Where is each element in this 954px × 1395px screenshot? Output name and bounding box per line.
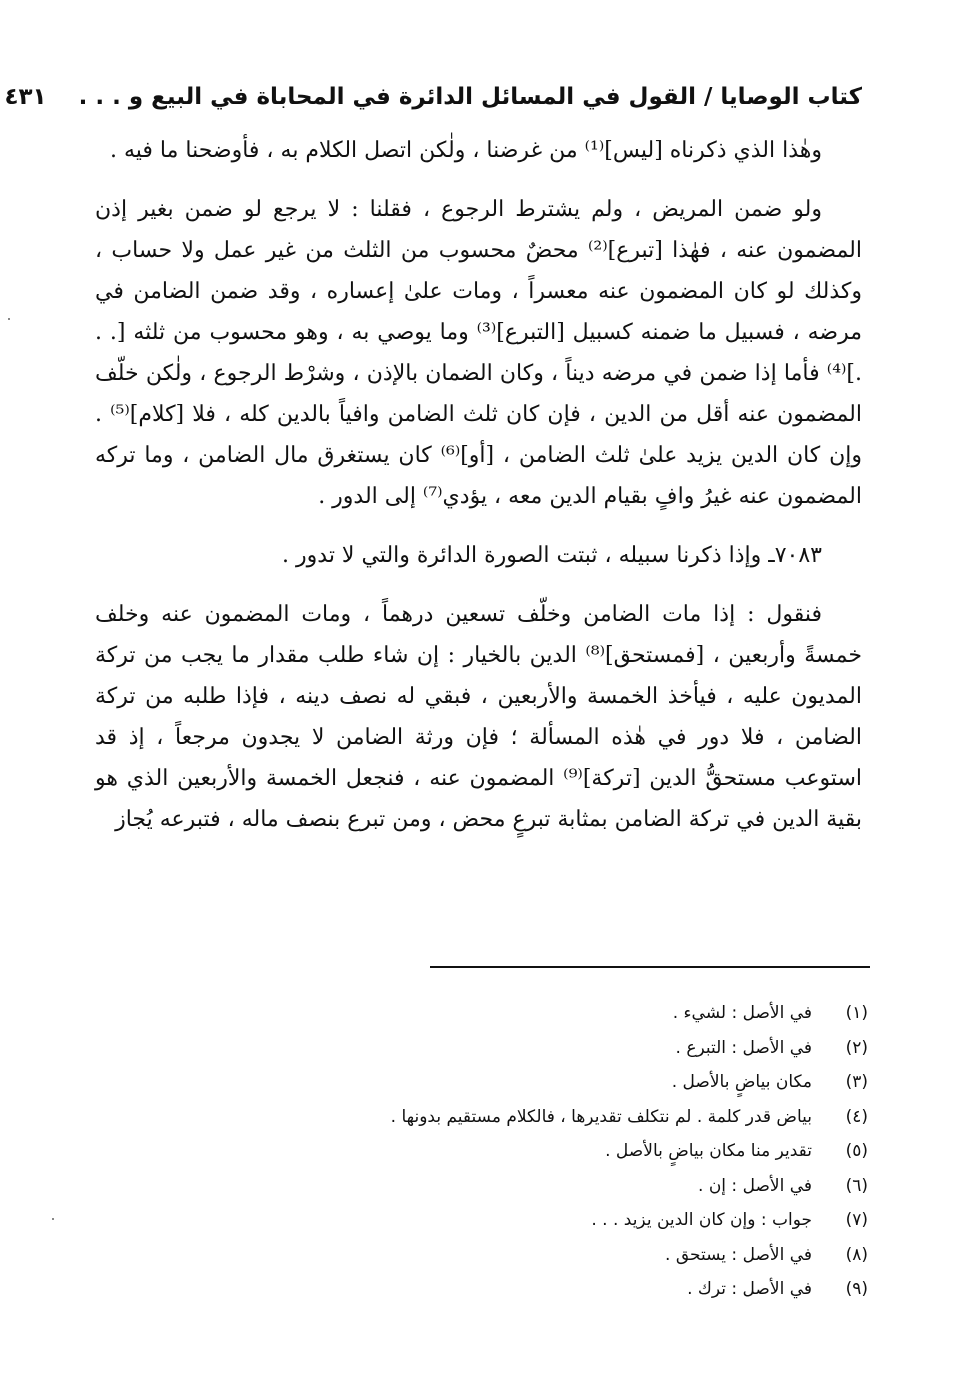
footnote xyxy=(95,1065,868,1100)
footnote xyxy=(95,1238,868,1273)
footnote-number: (٩) xyxy=(845,1279,868,1299)
main-text xyxy=(95,130,862,858)
numbered-paragraph: ٧٠٨٣ـ وإذا ذكرنا سبيله ، ثبتت الصورة الدائرة والتي لا تدور . xyxy=(282,543,822,568)
footnote-text: تقدير منا مكان بياضٍ بالأصل . xyxy=(605,1141,812,1161)
footnote xyxy=(95,1169,868,1204)
footnote-number: (١) xyxy=(845,1003,868,1023)
footnote xyxy=(95,1031,868,1066)
footnote xyxy=(95,1203,868,1238)
running-title: كتاب الوصايا / القول في المسائل الدائرة في المحاباة في البيع و . . . xyxy=(78,84,862,110)
footnote xyxy=(95,1100,868,1135)
footnote-text: بياض قدر كلمة . لم نتكلف تقديرها ، فالكلام مستقيم بدونها . xyxy=(390,1106,812,1127)
footnote-number: (٤) xyxy=(845,1106,868,1127)
footnote-separator xyxy=(430,966,870,968)
footnote-text: جواب : وإن كان الدين يزيد . . . xyxy=(591,1210,812,1230)
scan-speck xyxy=(52,1218,54,1220)
paragraph: فنقول : إذا مات الضامن وخلّف تسعين درهماً ، ومات المضمون عنه وخلف خمسةً وأربعين ، [فمستحق]⁽⁸⁾ الدين بالخيار : إن شاء طلب مقدار ما يجب من تركة المديون عليه ، فيأخذ الخمسة والأربعين ، فبقي له نصف دينه ، فإذا طلبه من تركة الضامن ، فلا دور في هٰذه المسألة ؛ فإن ورثة الضامن لا يجدون مرجعاً ، إذ قد استوعب مستحقُّ الدين [تركة]⁽⁹⁾ المضمون عنه ، فنجعل الخمسة والأربعين الذي هو بقية الدين في تركة الضامن بمثابة تبرعٍ محض ، ومن تبرع بنصف ماله ، فتبرعه يُجاز xyxy=(95,602,862,832)
footnote-number: (٥) xyxy=(845,1141,868,1161)
footnote-number: (٢) xyxy=(845,1037,868,1058)
footnote-text: في الأصل : يستحق . xyxy=(665,1244,812,1265)
footnote-text: في الأصل : التبرع . xyxy=(675,1037,812,1058)
footnote-number: (٦) xyxy=(845,1175,868,1196)
footnote-number: (٧) xyxy=(845,1210,868,1230)
footnote-text: مكان بياضٍ بالأصل . xyxy=(671,1072,812,1092)
page-number: ٤٣١ xyxy=(4,84,47,110)
footnote xyxy=(95,1134,868,1169)
paragraph: وهٰذا الذي ذكرناه [ليس]⁽¹⁾ من غرضنا ، ولٰكن اتصل الكلام به ، فأوضحنا ما فيه . xyxy=(109,138,822,163)
scan-speck xyxy=(8,318,10,320)
footnote-text: في الأصل : إن . xyxy=(698,1175,812,1196)
footnote-text: في الأصل : لشيء . xyxy=(672,1003,812,1023)
footnote xyxy=(95,996,868,1031)
footnotes-list xyxy=(95,996,868,1307)
page-header xyxy=(4,74,862,120)
paragraph: ولو ضمن المريض ، ولم يشترط الرجوع ، فقلنا : لا يرجع لو ضمن بغير إذن المضمون عنه ، فهٰذا [تبرع]⁽²⁾ محضٌ محسوب من الثلث من غير عمل ولا حساب ، وكذلك لو كان المضمون عنه معسراً ، ومات علىٰ إعساره ، وقد ضمن الضامن في مرضه ، فسبيل ما ضمنه كسبيل [التبرع]⁽³⁾ وما يوصي به ، وهو محسوب من ثلثه [. . .]⁽⁴⁾ فأما إذا ضمن في مرضه ديناً ، وكان الضمان بالإذن ، وشرْط الرجوع ، ولٰكن خلّف المضمون عنه أقل من الدين ، فإن كان ثلث الضامن وافياً بالدين كله ، فلا [كلام]⁽⁵⁾ . وإن كان الدين يزيد علىٰ ثلث الضامن ، [أو]⁽⁶⁾ كان يستغرق مال الضامن ، وما تركه المضمون عنه غيرُ وافٍ بقيام الدين معه ، يؤدي⁽⁷⁾ إلى الدور . xyxy=(95,197,862,509)
footnote-number: (٨) xyxy=(845,1244,868,1265)
footnote-number: (٣) xyxy=(845,1072,868,1092)
footnote-text: في الأصل : ترك . xyxy=(687,1279,812,1299)
footnote xyxy=(95,1272,868,1307)
